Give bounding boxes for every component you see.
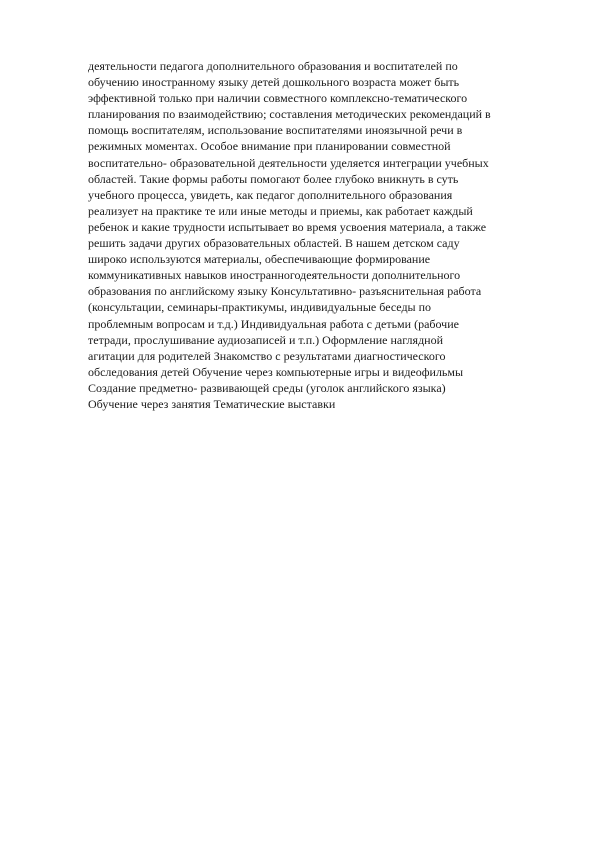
text-line: деятельности педагога дополнительного образования и воспитателей по <box>88 59 458 73</box>
text-line: образования по английскому языку Консультативно- разъяснительная работа <box>88 284 482 299</box>
text-line: областей. Такие формы работы помогают более глубоко вникнуть в суть <box>88 171 459 186</box>
text-line: агитации для родителей Знакомство с результатами диагностического <box>88 348 446 363</box>
text-line: обучению иностранному языку детей дошкольного возраста может быть <box>88 75 460 90</box>
text-line: Обучение через занятия Тематические выставки <box>88 396 336 411</box>
text-line: эффективной только при наличии совместного комплексно-тематического <box>88 91 468 106</box>
text-line: планирования по взаимодействию; составления методических рекомендаций в <box>88 107 491 122</box>
text-line: решить задачи других образовательных областей. В нашем детском саду <box>88 236 460 251</box>
text-line: учебного процесса, увидеть, как педагог дополнительного образования <box>88 187 453 202</box>
text-line: Создание предметно- развивающей среды (уголок английского языка) <box>88 380 446 395</box>
text-line: коммуникативных навыков иностранногодеятельности дополнительного <box>88 268 461 283</box>
body-text <box>88 58 528 412</box>
text-line: реализует на практике те или иные методы и приемы, как работает каждый <box>88 203 473 218</box>
text-line: помощь воспитателям, использование воспитателями иноязычной речи в <box>88 123 463 138</box>
text-line: режимных моментах. Особое внимание при планировании совместной <box>88 139 451 154</box>
text-line: обследования детей Обучение через компьютерные игры и видеофильмы <box>88 364 464 379</box>
text-line: широко используются материалы, обеспечивающие формирование <box>88 252 431 267</box>
text-line: проблемным вопросам и т.д.) Индивидуальная работа с детьми (рабочие <box>88 316 459 331</box>
text-line: тетради, прослушивание аудиозаписей и т.п.) Оформление наглядной <box>88 332 444 347</box>
text-line: воспитательно- образовательной деятельности уделяется интеграции учебных <box>88 155 489 170</box>
text-line: (консультации, семинары-практикумы, индивидуальные беседы по <box>88 300 432 315</box>
text-line: ребенок и какие трудности испытывает во время усвоения материала, а также <box>88 219 487 234</box>
